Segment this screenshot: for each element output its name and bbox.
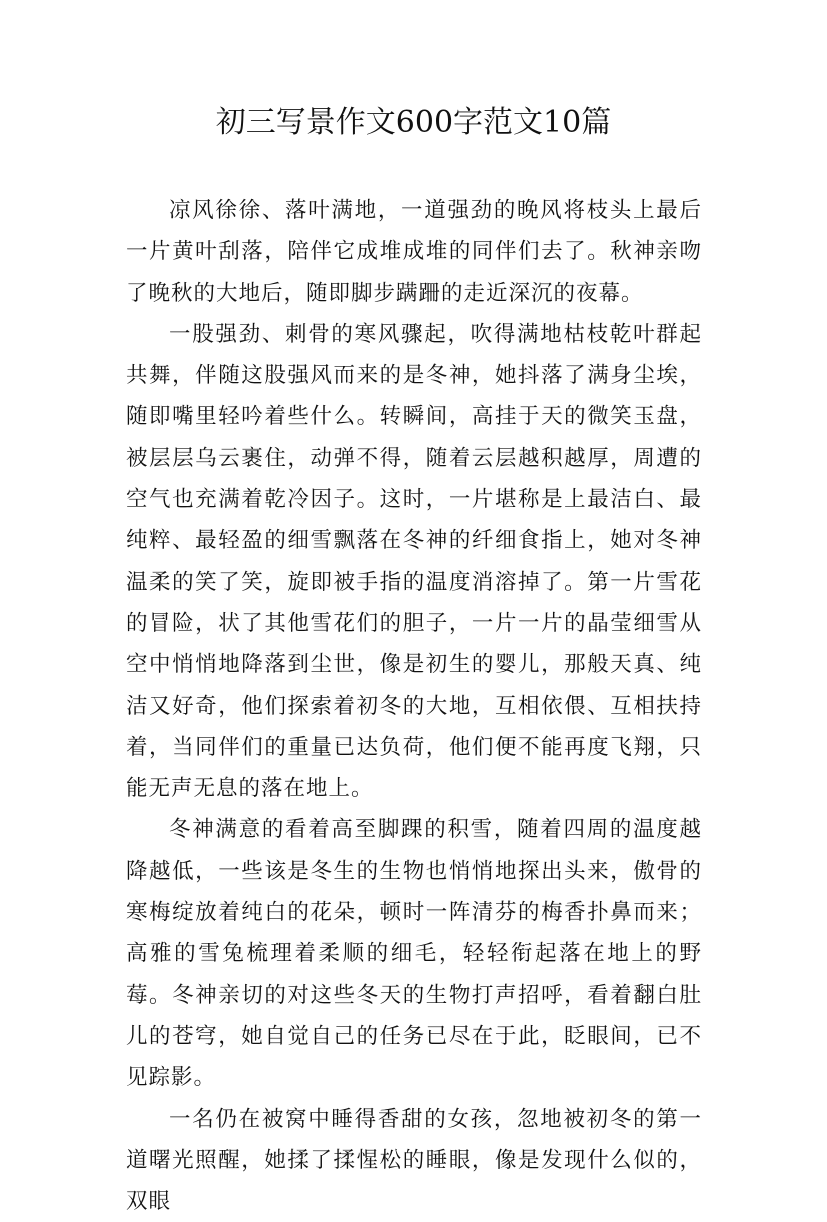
document-title: 初三写景作文600字范文10篇 bbox=[215, 105, 612, 140]
paragraph-2: 一股强劲、刺骨的寒风骤起，吹得满地枯枝乾叶群起共舞，伴随这股强风而来的是冬神，她抖落了满身尘埃，随即嘴里轻吟着些什么。转瞬间，高挂于天的微笑玉盘，被层层乌云裹住，动弹不得，随着云层越积越厚，周遭的空气也充满着乾冷因子。这时，一片堪称是上最洁白、最纯粹、最轻盈的细雪飘落在冬神的纤细食指上，她对冬神温柔的笑了笑，旋即被手指的温度消溶掉了。第一片雪花的冒险，状了其他雪花们的胆子，一片一片的晶莹细雪从空中悄悄地降落到尘世，像是初生的婴儿，那般天真、纯洁又好奇，他们探索着初冬的大地，互相依偎、互相扶持着，当同伴们的重量已达负荷，他们便不能再度飞翔，只能无声无息的落在地上。 bbox=[126, 321, 702, 802]
paragraph-1: 凉风徐徐、落叶满地，一道强劲的晚风将枝头上最后一片黄叶刮落，陪伴它成堆成堆的同伴们去了。秋神亲吻了晚秋的大地后，随即脚步蹒跚的走近深沉的夜幕。 bbox=[126, 198, 702, 306]
document-body bbox=[126, 190, 702, 1222]
paragraph-3: 冬神满意的看着高至脚踝的积雪，随着四周的温度越降越低，一些该是冬生的生物也悄悄地探出头来，傲骨的寒梅绽放着纯白的花朵，顿时一阵清芬的梅香扑鼻而来；高雅的雪兔梳理着柔顺的细毛，轻轻衔起落在地上的野莓。冬神亲切的对这些冬天的生物打声招呼，看着翻白肚儿的苍穹，她自觉自己的任务已尽在于此，眨眼间，已不见踪影。 bbox=[126, 817, 702, 1091]
paragraph-4: 一名仍在被窝中睡得香甜的女孩，忽地被初冬的第一道曙光照醒，她揉了揉惺松的睡眼，像是发现什么似的，双眼 bbox=[126, 1106, 702, 1215]
